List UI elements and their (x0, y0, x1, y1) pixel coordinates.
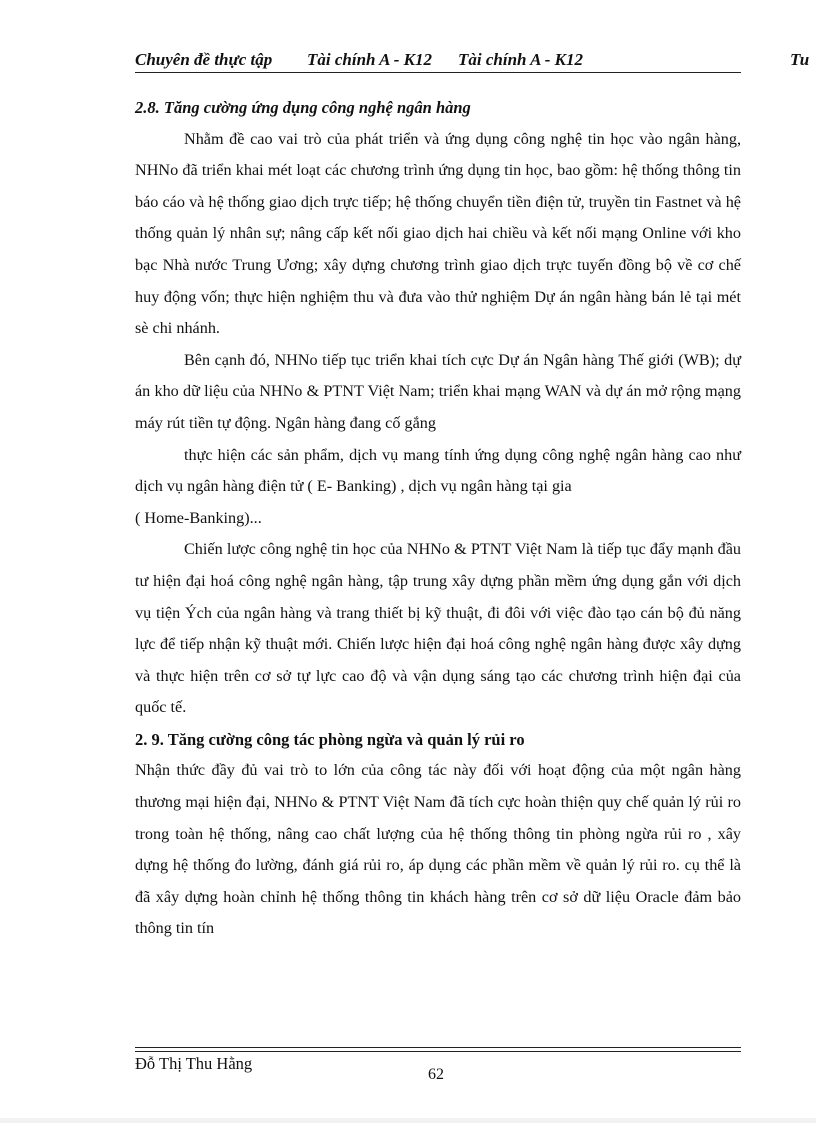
header-truncated: Tu (790, 50, 810, 69)
paragraph: Bên cạnh đó, NHNo tiếp tục triển khai tích cực Dự án Ngân hàng Thế giới (WB); dự án kho dữ liệu của NHNo & PTNT Việt Nam; triển khai mạng WAN và dự án mở rộng mạng máy rút tiền tự động. Ngân hàng đang cố gắng (135, 350, 741, 432)
paragraph: Chiến lược công nghệ tin học của NHNo & PTNT Việt Nam là tiếp tục đẩy mạnh đầu tư hiện đại hoá công nghệ ngân hàng, tập trung xây dựng phần mềm ứng dụng gắn với dịch vụ tiện Ých của ngân hàng và trang thiết bị kỹ thuật, đi đôi với việc đào tạo cán bộ đủ năng lực để tiếp nhận kỹ thuật mới. Chiến lược hiện đại hoá công nghệ ngân hàng được xây dựng và thực hiện trên cơ sở tự lực cao độ và vận dụng sáng tạo các chương trình hiện đại của quốc tế. (135, 540, 741, 717)
paragraph: thực hiện các sản phẩm, dịch vụ mang tính ứng dụng công nghệ ngân hàng cao như dịch vụ ngân hàng điện tử ( E- Banking) , dịch vụ ngân hàng tại gia (135, 445, 741, 496)
author-name: Đỗ Thị Thu Hằng (135, 1054, 253, 1073)
header-doc-type: Chuyên đề thực tập (135, 50, 273, 69)
page-number: 62 (428, 1066, 444, 1083)
header-rule (135, 72, 741, 73)
header-class-2: Tài chính A - K12 (458, 50, 584, 69)
paragraph: Nhằm đề cao vai trò của phát triển và ứng dụng công nghệ tin học vào ngân hàng, NHNo đã triển khai mét loạt các chương trình ứng dụng tin học, bao gồm: hệ thống thông tin báo cáo và hệ thống giao dịch trực tiếp; hệ thống chuyển tiền điện tử, truyền tin Fastnet và hệ thống quản lý nhân sự; nâng cấp kết nối giao dịch hai chiều và kết nối mạng Online với kho bạc Nhà nước Trung Ương; xây dựng chương trình giao dịch trực tuyến đồng bộ về cơ chế huy động vốn; thực hiện nghiệm thu và đưa vào thử nghiệm Dự án ngân hàng bán lẻ tại mét sè chi nhánh. (135, 129, 741, 338)
header-class-1: Tài chính A - K12 (307, 50, 433, 69)
section-2-9-heading: 2. 9. Tăng cường công tác phòng ngừa và quản lý rủi ro (135, 729, 525, 749)
paragraph: Nhận thức đầy đủ vai trò to lớn của công tác này đối với hoạt động của một ngân hàng thương mại hiện đại, NHNo & PTNT Việt Nam đã tích cực hoàn thiện quy chế quản lý rủi ro trong toàn hệ thống, nâng cao chất lượng của hệ thống thông tin phòng ngừa rủi ro , xây dựng hệ thống đo lường, đánh giá rủi ro, áp dụng các phần mềm về quản lý rủi ro. cụ thể là đã xây dựng hoàn chỉnh hệ thống thông tin khách hàng trên cơ sở dữ liệu Oracle đảm bảo thông tin tín (135, 761, 741, 938)
footer-rule (135, 1047, 741, 1048)
footer-rule (135, 1051, 741, 1052)
page-body (135, 92, 741, 945)
page-edge (0, 1118, 816, 1123)
section-2-8-heading: 2.8. Tăng cường ứng dụng công nghệ ngân hàng (135, 98, 471, 117)
paragraph-continuation: ( Home-Banking)... (135, 508, 262, 527)
